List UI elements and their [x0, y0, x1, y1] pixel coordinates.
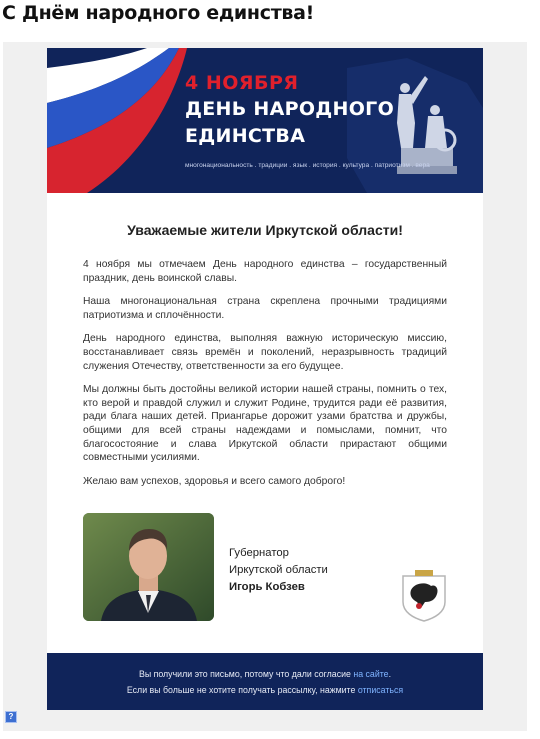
help-icon[interactable]: ?	[5, 711, 17, 723]
newsletter-footer	[47, 653, 483, 710]
letter-greeting: Уважаемые жители Иркутской области!	[127, 222, 403, 238]
banner-title-line2: ЕДИНСТВА	[185, 125, 306, 147]
signature-block	[229, 545, 328, 596]
letter-paragraph: Мы должны быть достойны великой истории нашей страны, помнить о тех, кто верой и правдой служил и служит Родине, трудится ради её развития, ради блага наших детей. Приангарье дорожит узами братства и дружбы, общими для всей страны надеждами и помыслами, помнит, что благосостояние и слава Иркутской области прирастают общими совместными усилиями.	[83, 384, 447, 464]
letter-body	[83, 258, 447, 498]
footer-consent-period: .	[388, 669, 392, 679]
email-subject: С Днём народного единства!	[2, 2, 315, 24]
signature-region: Иркутской области	[229, 564, 328, 576]
unsubscribe-link[interactable]: отписаться	[357, 685, 404, 695]
banner-artwork	[47, 48, 483, 193]
holiday-banner	[47, 48, 483, 193]
banner-tagline: многонациональность . традиции . язык . история . культура . патриотизм . вера	[185, 162, 430, 169]
footer-consent-line	[47, 666, 483, 682]
coat-of-arms-icon	[401, 568, 447, 622]
governor-photo	[83, 513, 214, 621]
signature-name: Игорь Кобзев	[229, 581, 305, 593]
signature-position: Губернатор	[229, 547, 289, 559]
letter-paragraph: Желаю вам успехов, здоровья и всего самого доброго!	[83, 475, 346, 487]
consent-site-link[interactable]: на сайте	[353, 669, 389, 679]
newsletter-card	[47, 48, 483, 710]
footer-consent-text: Вы получили это письмо, потому что дали согласие	[138, 669, 354, 679]
letter-paragraph: 4 ноября мы отмечаем День народного единства – государственный праздник, день воинской славы.	[83, 259, 447, 284]
email-body-container	[3, 42, 527, 731]
portrait-image	[83, 513, 214, 621]
footer-unsubscribe-text: Если вы больше не хотите получать рассылку, нажмите	[126, 685, 358, 695]
letter-paragraph: День народного единства, выполняя важную историческую миссию, восстанавливает связь времён и поколений, неразрывность традиций служения Отечеству, ответственности за его будущее.	[83, 333, 447, 372]
letter-paragraph: Наша многонациональная страна скреплена прочными традициями патриотизма и сплочённости.	[83, 296, 447, 321]
banner-title-line1: ДЕНЬ НАРОДНОГО	[185, 98, 395, 120]
banner-date: 4 НОЯБРЯ	[185, 72, 299, 94]
footer-unsubscribe-line	[47, 682, 483, 698]
